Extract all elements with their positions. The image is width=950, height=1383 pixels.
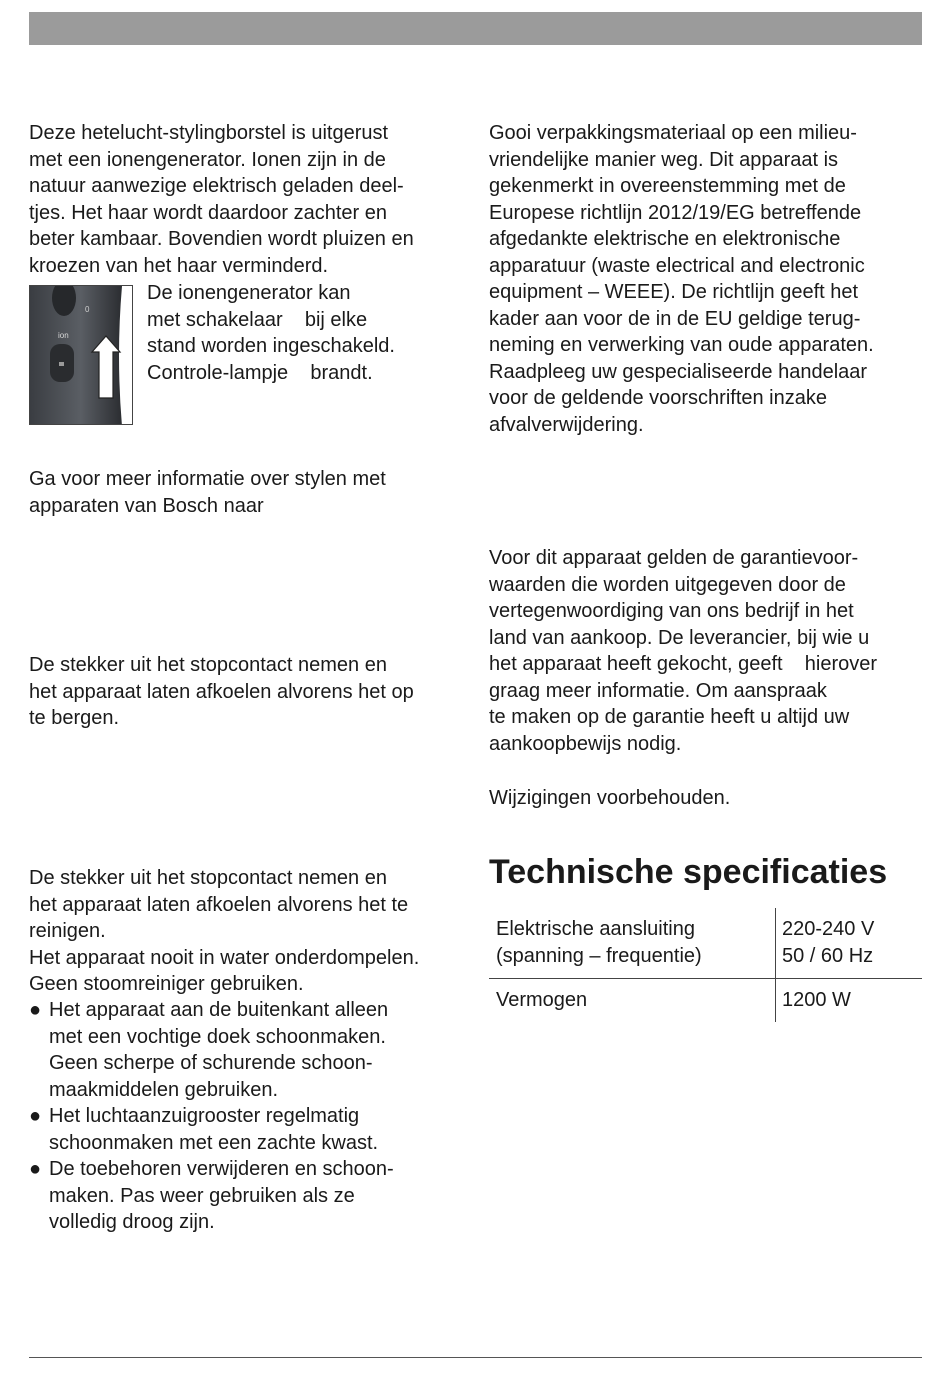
list-item [29,1103,394,1156]
table-row [489,979,922,1023]
list-item-text: De toebehoren verwijderen en schoon- maken. Pas weer gebruiken als ze volledig droog zijn. [49,1158,394,1233]
cleaning-bullet-list [29,997,394,1236]
footer-rule [29,1357,922,1358]
bullet-icon: ● [29,999,42,1021]
list-item [29,997,394,1103]
ion-switch-text: De ionengenerator kan met schakelaar bij elke stand worden ingeschakeld. Controle-lampje brandt. [147,282,395,384]
spec-label: Vermogen [496,989,588,1011]
cleaning-text: De stekker uit het stopcontact nemen en het apparaat laten afkoelen alvorens het te reinigen. Het apparaat nooit in water onderdompelen. Geen stoomreiniger gebruiken. [29,867,420,995]
header-bar [29,12,922,45]
list-item-text: Het apparaat aan de buitenkant alleen met een vochtige doek schoonmaken. Geen scherpe of schurende schoon- maakmiddelen gebruiken. [49,999,389,1101]
photo-ion-label: ion [58,331,69,340]
warranty-text: Voor dit apparaat gelden de garantievoor- waarden die worden uitgegeven door de vertegenwoordiging van ons bedrijf in het land van aankoop. De leverancier, bij wie u het apparaat heeft gekocht, geeft hierover graag meer informatie. Om aanspraak te maken op de garantie heeft u altijd uw aankoopbewijs nodig. [489,547,878,755]
spec-label: Elektrische aansluiting (spanning – frequentie) [496,918,702,967]
ion-intro-text: Deze hetelucht-stylingborstel is uitgerust met een ionengenerator. Ionen zijn in de natuur aanwezige elektrisch geladen deel- tjes. Het haar wordt daardoor zachter en beter kambaar. Bovendien wordt pluizen en kroezen van het haar verminderd. [29,122,414,277]
changes-text: Wijzigingen voorbehouden. [489,787,731,809]
bullet-icon: ● [29,1158,42,1180]
styling-info-text: Ga voor meer informatie over stylen met apparaten van Bosch naar [29,468,386,517]
bullet-icon: ● [29,1105,42,1127]
list-item [29,1156,394,1236]
specs-table [489,908,922,1023]
list-item-text: Het luchtaanzuigrooster regelmatig schoonmaken met een zachte kwast. [49,1105,379,1154]
svg-text:0: 0 [85,305,90,314]
storage-text: De stekker uit het stopcontact nemen en het apparaat laten afkoelen alvorens het op te bergen. [29,654,414,729]
ion-switch-photo [29,285,133,425]
disposal-text: Gooi verpakkingsmateriaal op een milieu- vriendelijke manier weg. Dit apparaat is gekenmerkt in overeenstemming met de Europese richtlijn 2012/19/EG betreffende afgedankte elektrische en elektronische apparatuur (waste electrical and electronic equipment – WEEE). De richtlijn geeft het kader aan voor de in de EU geldige terug- neming en verwerking van oude apparaten. Raadpleeg uw gespecialiseerde handelaar voor de geldende voorschriften inzake afvalverwijdering. [489,122,874,436]
specs-heading: Technische specificaties [489,853,888,891]
spec-value: 220-240 V 50 / 60 Hz [782,918,875,967]
table-row [489,908,922,979]
spec-value: 1200 W [782,989,851,1011]
